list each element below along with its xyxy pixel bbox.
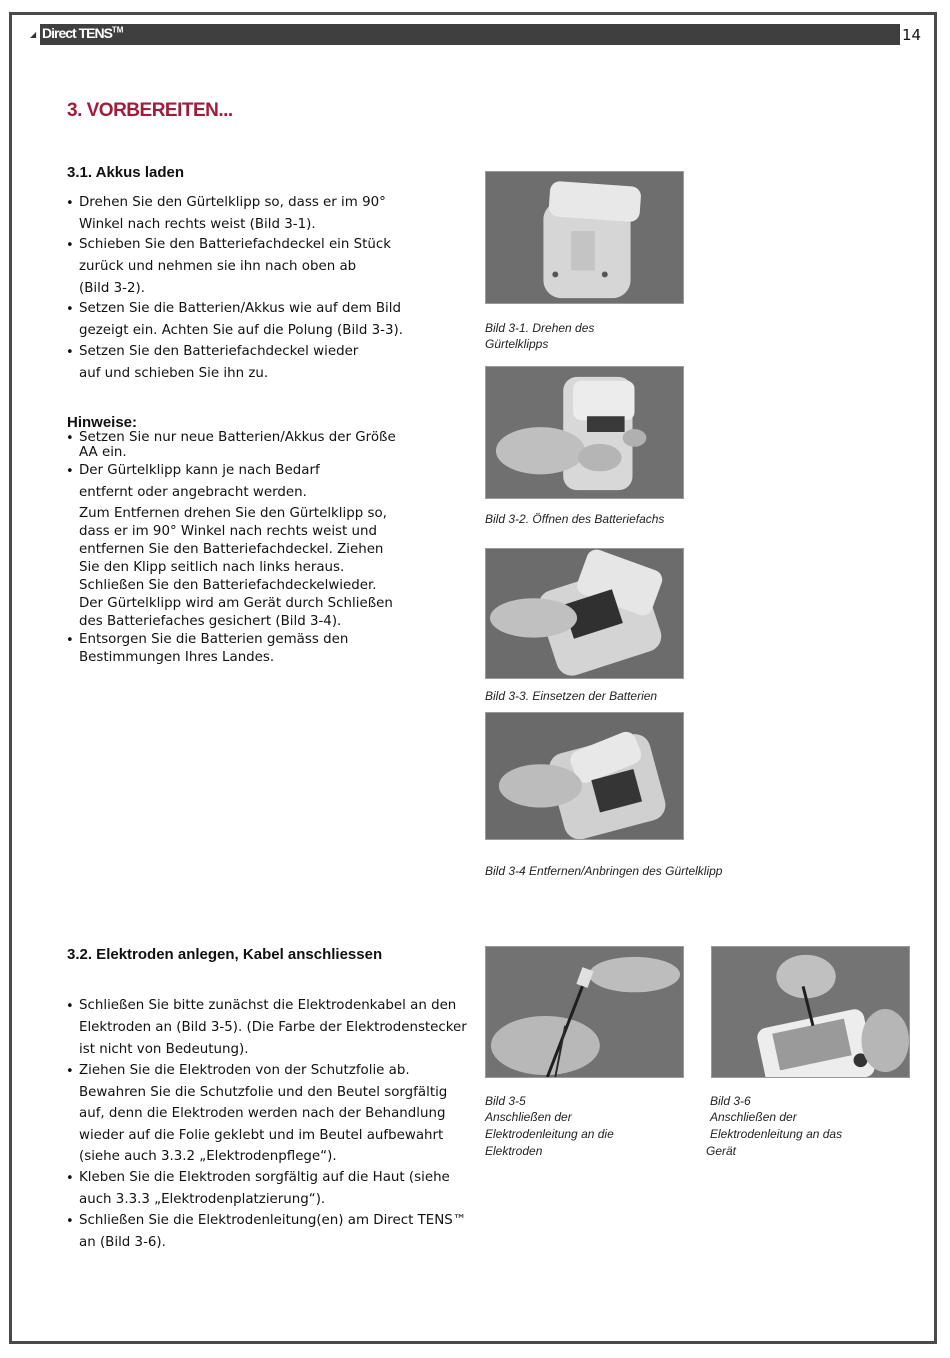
bullet-icon: • [66,345,74,360]
text-line: gezeigt ein. Achten Sie auf die Polung (Bild 3-3). [79,323,403,338]
chapter-title: 3. VORBEREITEN... [67,100,233,121]
text-line: Winkel nach rechts weist (Bild 3-1). [79,217,316,232]
header-mark-icon: ◢ [30,30,37,39]
caption-bild-3-3: Bild 3-3. Einsetzen der Batterien [485,689,658,703]
text-line: dass er im 90° Winkel nach rechts weist und [79,524,378,539]
bullet-icon: • [66,633,74,648]
photo-bild-3-1 [485,171,684,304]
text-line: ist nicht von Bedeutung). [79,1042,249,1057]
text-line: Schließen Sie den Batteriefachdeckelwieder. [79,578,377,593]
text-line: Entsorgen Sie die Batterien gemäss den [79,632,349,647]
bullet-icon: • [66,302,74,317]
page-frame [9,12,937,1344]
text-line: an (Bild 3-6). [79,1235,166,1250]
text-line: Sie den Klipp seitlich nach links heraus. [79,560,345,575]
caption-bild-3-6-line2: Anschließen der [710,1110,797,1124]
caption-bild-3-6-line4: Gerät [706,1144,737,1158]
text-line: auch 3.3.3 „Elektrodenplatzierung“). [79,1192,326,1207]
page-number: 14 [902,26,922,44]
text-line: Setzen Sie die Batterien/Akkus wie auf dem Bild [79,301,401,316]
text-line: Bewahren Sie die Schutzfolie und den Beutel sorgfältig [79,1085,448,1100]
text-line: auf und schieben Sie ihn zu. [79,366,269,381]
text-line: (Bild 3-2). [79,281,145,296]
bullet-icon: • [66,1171,74,1186]
caption-bild-3-1-line2: Gürtelklipps [485,337,549,351]
text-line: Setzen Sie nur neue Batterien/Akkus der Größe [79,430,396,445]
caption-bild-3-5-line1: Bild 3-5 [485,1094,526,1108]
bullet-icon: • [66,431,74,446]
hints-title: Hinweise: [67,414,138,431]
photo-bild-3-6 [711,946,910,1078]
bullet-icon: • [66,238,74,253]
text-line: auf, denn die Elektroden werden nach der Behandlung [79,1106,446,1121]
text-line: (siehe auch 3.3.2 „Elektrodenpflege“). [79,1149,337,1164]
text-line: zurück und nehmen sie ihn nach oben ab [79,259,357,274]
caption-bild-3-2: Bild 3-2. Öffnen des Batteriefachs [485,512,665,526]
text-line: Der Gürtelklipp wird am Gerät durch Schließen [79,596,393,611]
bullet-icon: • [66,1064,74,1079]
caption-bild-3-1-line1: Bild 3-1. Drehen des [485,321,595,335]
text-line: Ziehen Sie die Elektroden von der Schutzfolie ab. [79,1063,410,1078]
photo-bild-3-5 [485,946,684,1078]
text-line: Kleben Sie die Elektroden sorgfältig auf die Haut (siehe [79,1170,450,1185]
text-line: Schieben Sie den Batteriefachdeckel ein Stück [79,237,391,252]
caption-bild-3-5-line2: Anschließen der [485,1110,572,1124]
text-line: entfernen Sie den Batteriefachdeckel. Ziehen [79,542,384,557]
text-line: Schließen Sie bitte zunächst die Elektrodenkabel an den [79,998,457,1013]
text-line: Schließen Sie die Elektrodenleitung(en) am Direct TENS™ [79,1213,467,1228]
caption-bild-3-5-line4: Elektroden [485,1144,543,1158]
bullet-icon: • [66,464,74,479]
bullet-icon: • [66,999,74,1014]
text-line: entfernt oder angebracht werden. [79,485,307,500]
text-line: Der Gürtelklipp kann je nach Bedarf [79,463,320,478]
header-bar [40,24,900,45]
section-title-akkus-laden: 3.1. Akkus laden [67,164,184,181]
photo-bild-3-2 [485,366,684,499]
photo-bild-3-4 [485,712,684,840]
caption-bild-3-6-line3: Elektrodenleitung an das [710,1127,843,1141]
text-line: Bestimmungen Ihres Landes. [79,650,275,665]
bullet-icon: • [66,1214,74,1229]
bullet-icon: • [66,196,74,211]
text-line: Elektroden an (Bild 3-5). (Die Farbe der Elektrodenstecker [79,1020,467,1035]
text-line: Setzen Sie den Batteriefachdeckel wieder [79,344,359,359]
caption-bild-3-6-line1: Bild 3-6 [710,1094,751,1108]
header-title: Direct TENS™ [42,25,124,41]
text-line: AA ein. [79,445,127,460]
caption-bild-3-5-line3: Elektrodenleitung an die [485,1127,614,1141]
text-line: des Batteriefaches gesichert (Bild 3-4). [79,614,342,629]
caption-bild-3-4: Bild 3-4 Entfernen/Anbringen des Gürtelklipp [485,864,723,878]
text-line: Zum Entfernen drehen Sie den Gürtelklipp so, [79,506,387,521]
text-line: wieder auf die Folie geklebt und im Beutel aufbewahrt [79,1128,444,1143]
text-line: Drehen Sie den Gürtelklipp so, dass er im 90° [79,195,386,210]
photo-bild-3-3 [485,548,684,679]
section-title-elektroden-anlegen: 3.2. Elektroden anlegen, Kabel anschliessen [67,946,383,963]
